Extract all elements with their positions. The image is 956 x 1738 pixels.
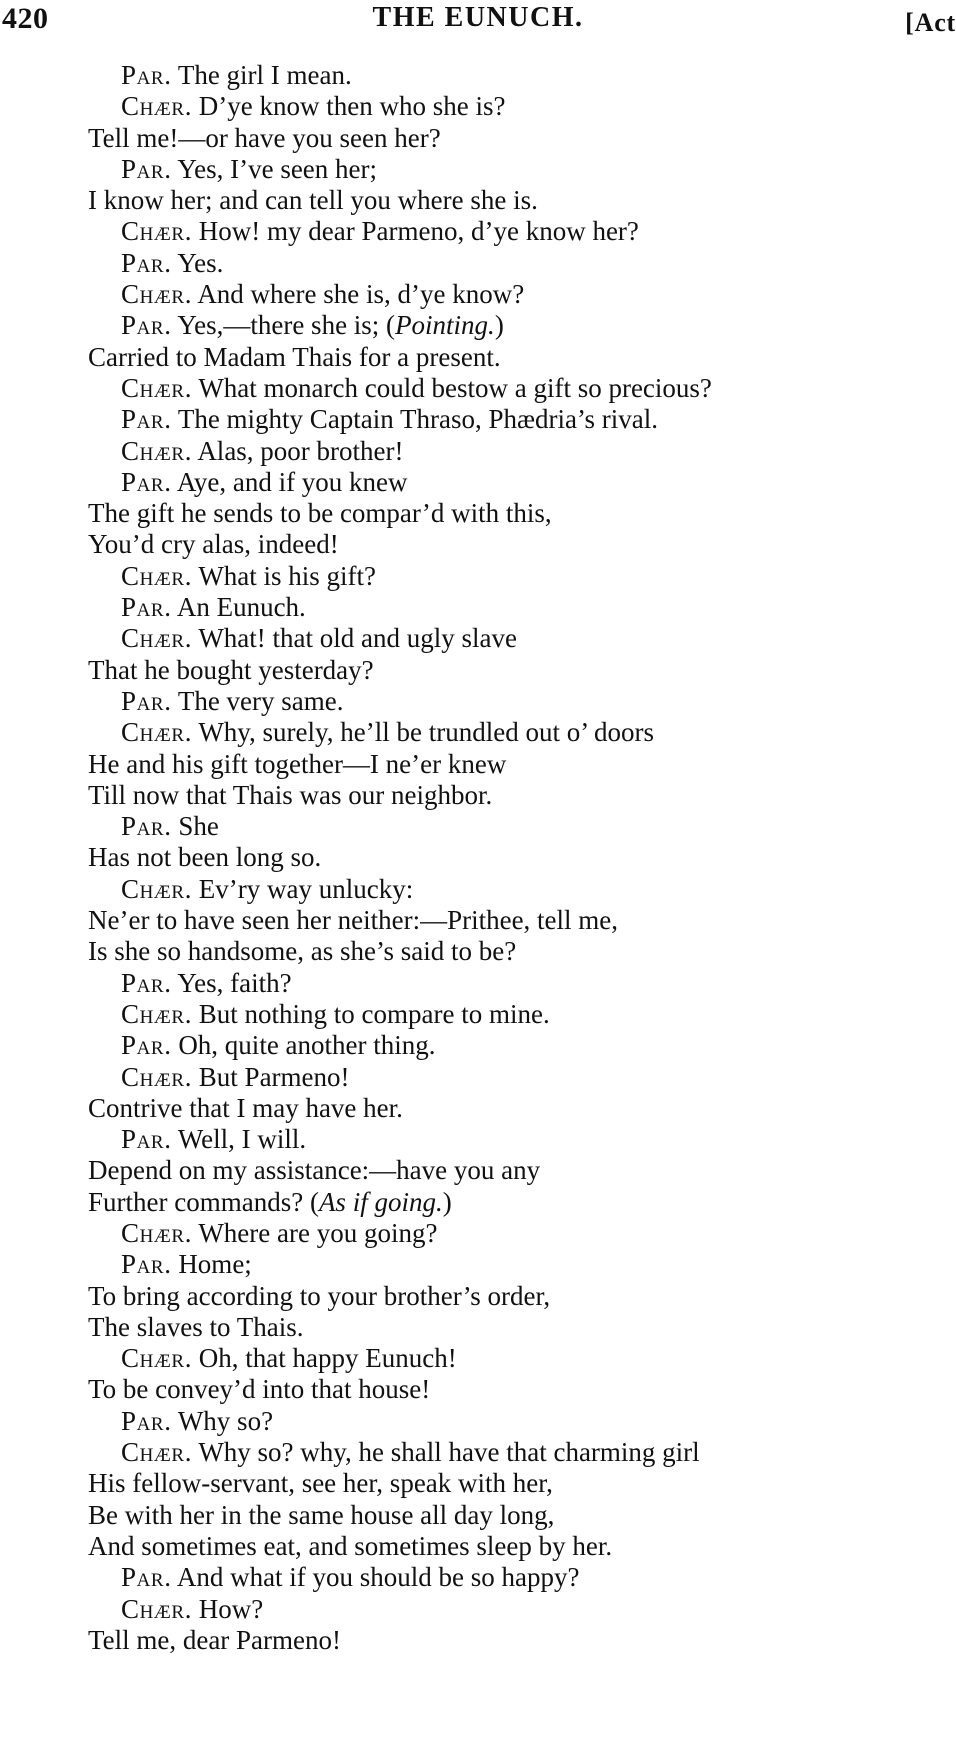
verse-line [0, 123, 956, 154]
line-text: What! that old and ugly slave [198, 623, 517, 654]
speaker-name: Par. [121, 685, 172, 716]
line-text: The girl I mean. [177, 60, 352, 90]
line-text: The gift he sends to be compar’d with this, [88, 498, 552, 529]
line-text: Why so? [177, 1405, 274, 1436]
line-text: Where are you going? [198, 1217, 438, 1248]
line-text: That he bought yesterday? [88, 654, 374, 685]
line-text: Why, surely, he’ll be trundled out o’ doors [198, 717, 654, 748]
page-number: 420 [2, 2, 49, 35]
line-text: His fellow-servant, see her, speak with her, [88, 1468, 553, 1499]
speaker-name: Chær. [121, 717, 193, 748]
line-text: Yes,—there she is; ( [177, 310, 396, 341]
speech-line [0, 1218, 956, 1249]
line-text: The slaves to Thais. [88, 1311, 304, 1342]
speaker-name: Chær. [121, 1343, 193, 1374]
line-text: And what if you should be so happy? [176, 1562, 580, 1593]
speech-line [0, 436, 956, 467]
line-text: To be convey’d into that house! [88, 1374, 431, 1405]
line-text: Till now that Thais was our neighbor. [88, 779, 493, 810]
line-text: But nothing to compare to mine. [198, 998, 550, 1029]
speaker-name: Par. [121, 1030, 172, 1061]
speaker-name: Par. [121, 811, 172, 842]
speech-line [0, 874, 956, 905]
line-text: But Parmeno! [198, 1061, 350, 1092]
speaker-name: Chær. [121, 1217, 193, 1248]
speaker-name: Chær. [121, 279, 193, 310]
line-text: I know her; and can tell you where she is. [88, 185, 538, 216]
line-text: Be with her in the same house all day long, [88, 1499, 555, 1530]
speech-line [0, 60, 956, 91]
speech-line [0, 467, 956, 498]
speaker-name: Chær. [121, 1593, 193, 1624]
line-text: She [178, 811, 219, 842]
line-text: He and his gift together—I ne’er knew [88, 748, 507, 779]
line-text: Contrive that I may have her. [88, 1092, 403, 1123]
speaker-name: Par. [121, 247, 172, 278]
verse-line [0, 185, 956, 216]
line-text: How! my dear Parmeno, d’ye know her? [198, 216, 639, 247]
line-text: Ev’ry way unlucky: [198, 873, 414, 904]
speaker-name: Par. [121, 60, 172, 90]
speech-line [0, 623, 956, 654]
line-text: Why so? why, he shall have that charming girl [198, 1437, 700, 1468]
line-text: Tell me!—or have you seen her? [88, 122, 441, 153]
speech-line [0, 310, 956, 341]
line-text: And where she is, d’ye know? [197, 279, 525, 310]
line-text: Is she so handsome, as she’s said to be? [88, 936, 517, 967]
speech-line [0, 999, 956, 1030]
line-text-end: ) [442, 1186, 452, 1217]
line-text-end: ) [494, 310, 504, 341]
speaker-name: Par. [121, 1562, 172, 1593]
speaker-name: Par. [121, 404, 172, 435]
verse-line [0, 1468, 956, 1499]
speaker-name: Chær. [121, 435, 193, 466]
line-text: Further commands? ( [88, 1186, 319, 1217]
verse-line [0, 1093, 956, 1124]
verse-line [0, 1312, 956, 1343]
speech-line [0, 1124, 956, 1155]
page-header [0, 0, 956, 46]
running-title: THE EUNUCH. [372, 2, 584, 33]
speech-line [0, 404, 956, 435]
play-text [0, 60, 956, 1656]
speech-line [0, 1406, 956, 1437]
speaker-name: Chær. [121, 216, 193, 247]
verse-line [0, 936, 956, 967]
stage-direction: Pointing. [395, 310, 495, 341]
line-text: You’d cry alas, indeed! [88, 529, 339, 560]
verse-line [0, 1187, 956, 1218]
speaker-name: Par. [121, 466, 172, 497]
speaker-name: Par. [121, 592, 172, 623]
line-text: Yes, I’ve seen her; [177, 153, 378, 184]
line-text: The mighty Captain Thraso, Phædria’s rival. [177, 404, 659, 435]
speech-line [0, 1030, 956, 1061]
line-text: Well, I will. [177, 1124, 307, 1155]
line-text: Aye, and if you knew [176, 466, 408, 497]
speaker-name: Chær. [121, 91, 193, 122]
speech-line [0, 811, 956, 842]
verse-line [0, 342, 956, 373]
line-text: D’ye know then who she is? [198, 91, 506, 122]
line-text: What monarch could bestow a gift so precious? [198, 372, 712, 403]
speaker-name: Par. [121, 153, 172, 184]
speech-line [0, 1343, 956, 1374]
line-text: The very same. [177, 685, 344, 716]
speech-line [0, 686, 956, 717]
speaker-name: Chær. [121, 1437, 193, 1468]
line-text: Tell me, dear Parmeno! [88, 1624, 342, 1655]
speech-line [0, 373, 956, 404]
act-label: [Act [905, 8, 956, 37]
verse-line [0, 1374, 956, 1405]
verse-line [0, 498, 956, 529]
speech-line [0, 717, 956, 748]
stage-direction: As if going. [318, 1186, 443, 1217]
line-text: Carried to Madam Thais for a present. [88, 341, 501, 372]
verse-line [0, 905, 956, 936]
line-text: And sometimes eat, and sometimes sleep by her. [88, 1530, 613, 1561]
speech-line [0, 968, 956, 999]
speech-line [0, 592, 956, 623]
speech-line [0, 1562, 956, 1593]
line-text: Alas, poor brother! [197, 435, 404, 466]
verse-line [0, 1281, 956, 1312]
speaker-name: Par. [121, 1405, 172, 1436]
speaker-name: Par. [121, 1249, 172, 1280]
verse-line [0, 749, 956, 780]
line-text: How? [198, 1593, 264, 1624]
speech-line [0, 561, 956, 592]
verse-line [0, 842, 956, 873]
line-text: Home; [178, 1249, 252, 1280]
line-text: An Eunuch. [176, 592, 306, 623]
verse-line [0, 1531, 956, 1562]
line-text: Yes. [177, 247, 224, 278]
speaker-name: Par. [121, 967, 172, 998]
line-text: Oh, quite another thing. [178, 1030, 436, 1061]
line-text: Yes, faith? [177, 967, 292, 998]
speech-line [0, 154, 956, 185]
speech-line [0, 1249, 956, 1280]
line-text: Has not been long so. [88, 842, 322, 873]
speech-line [0, 248, 956, 279]
speech-line [0, 1594, 956, 1625]
line-text: To bring according to your brother’s order, [88, 1280, 551, 1311]
verse-line [0, 780, 956, 811]
verse-line [0, 655, 956, 686]
speaker-name: Chær. [121, 372, 193, 403]
line-text: Depend on my assistance:—have you any [88, 1155, 541, 1186]
speaker-name: Chær. [121, 998, 193, 1029]
speaker-name: Chær. [121, 560, 193, 591]
speaker-name: Par. [121, 310, 172, 341]
speaker-name: Chær. [121, 1061, 193, 1092]
line-text: What is his gift? [198, 560, 377, 591]
speech-line [0, 279, 956, 310]
speaker-name: Chær. [121, 623, 193, 654]
line-text: Ne’er to have seen her neither:—Prithee, tell me, [88, 905, 619, 936]
verse-line [0, 1500, 956, 1531]
verse-line [0, 529, 956, 560]
speech-line [0, 216, 956, 247]
speech-line [0, 1062, 956, 1093]
line-text: Oh, that happy Eunuch! [198, 1343, 457, 1374]
speaker-name: Par. [121, 1124, 172, 1155]
speech-line [0, 91, 956, 122]
speech-line [0, 1437, 956, 1468]
verse-line [0, 1155, 956, 1186]
speaker-name: Chær. [121, 873, 193, 904]
verse-line [0, 1625, 956, 1656]
